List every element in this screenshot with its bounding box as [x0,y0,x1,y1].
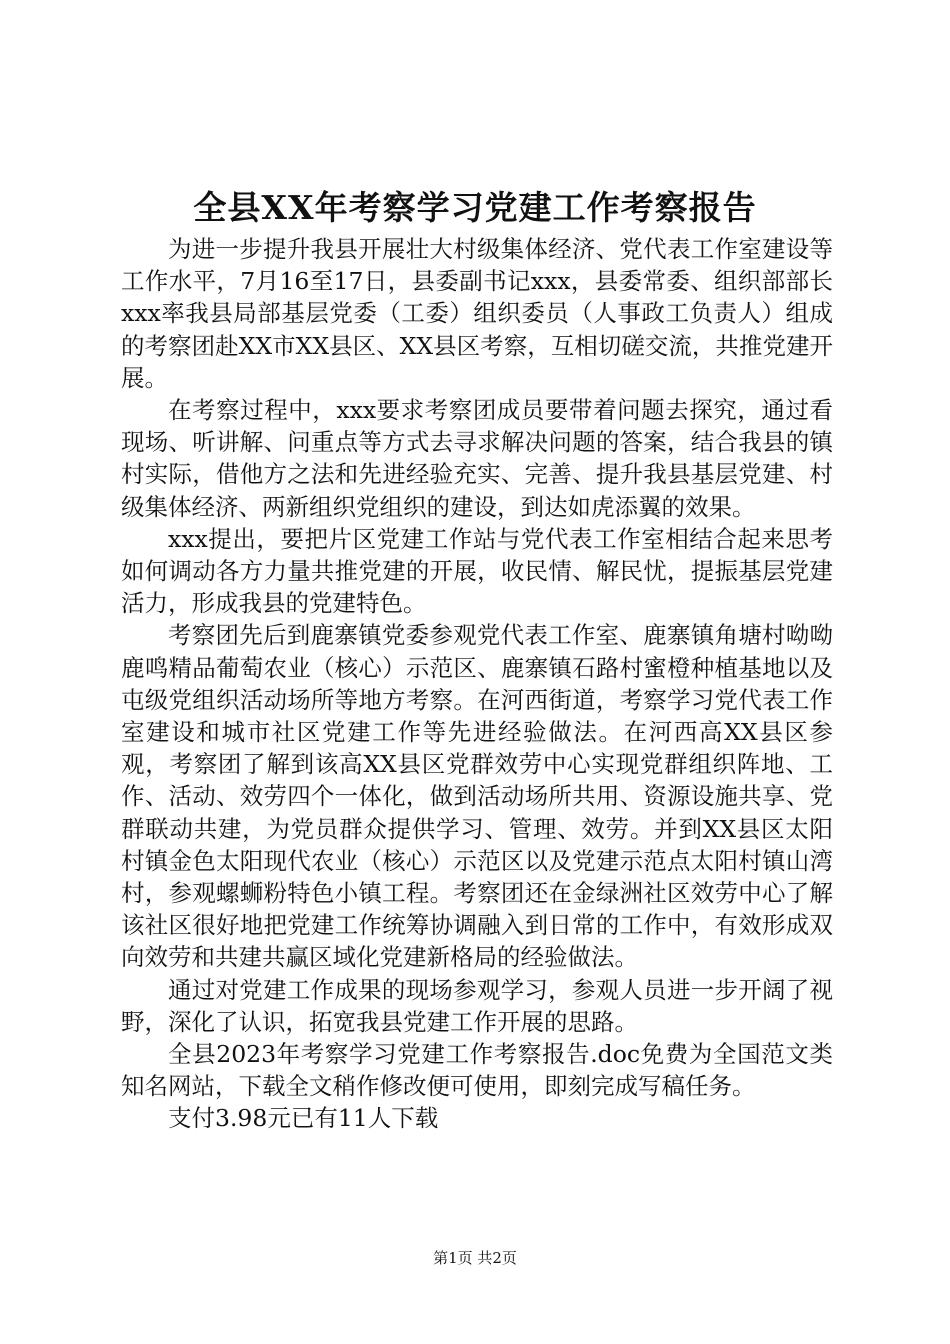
paragraph-3: xxx提出，要把片区党建工作站与党代表工作室相结合起来思考如何调动各方力量共推党建的开展，收民情、解民忧，提振基层党建活力，形成我县的党建特色。 [121,524,833,618]
document-body [121,233,833,1135]
paragraph-4: 考察团先后到鹿寨镇党委参观党代表工作室、鹿寨镇角塘村呦呦鹿鸣精品葡萄农业（核心）示范区、鹿寨镇石路村蜜橙种植基地以及屯级党组织活动场所等地方考察。在河西街道，考察学习党代表工作室建设和城市社区党建工作等先进经验做法。在河西高XX县区参观，考察团了解到该高XX县区党群效劳中心实现党群组织阵地、工作、活动、效劳四个一体化，做到活动场所共用、资源设施共享、党群联动共建，为党员群众提供学习、管理、效劳。并到XX县区太阳村镇金色太阳现代农业（核心）示范区以及党建示范点太阳村镇山湾村，参观螺蛳粉特色小镇工程。考察团还在金绿洲社区效劳中心了解该社区很好地把党建工作统筹协调融入到日常的工作中，有效形成双向效劳和共建共赢区域化党建新格局的经验做法。 [121,621,833,972]
document-title: 全县XX年考察学习党建工作考察报告 [193,188,757,227]
paragraph-7: 支付3.98元已有11人下载 [168,1104,439,1133]
paragraph-6: 全县2023年考察学习党建工作考察报告.doc免费为全国范文类知名网站，下载全文稍作修改便可使用，即刻完成写稿任务。 [121,1040,833,1101]
paragraph-2: 在考察过程中，xxx要求考察团成员要带着问题去探究，通过看现场、听讲解、问重点等方式去寻求解决问题的答案，结合我县的镇村实际，借他方之法和先进经验充实、完善、提升我县基层党建、村级集体经济、两新组织党组织的建设，到达如虎添翼的效果。 [121,396,833,521]
paragraph-5: 通过对党建工作成果的现场参观学习，参观人员进一步开阔了视野，深化了认识，拓宽我县党建工作开展的思路。 [121,975,833,1036]
paragraph-1: 为进一步提升我县开展壮大村级集体经济、党代表工作室建设等工作水平，7月16至17日，县委副书记xxx，县委常委、组织部部长xxx率我县局部基层党委（工委）组织委员（人事政工负责人）组成的考察团赴XX市XX县区、XX县区考察，互相切磋交流，共推党建开展。 [121,235,833,392]
page-footer: 第1页 共2页 [433,1249,517,1267]
